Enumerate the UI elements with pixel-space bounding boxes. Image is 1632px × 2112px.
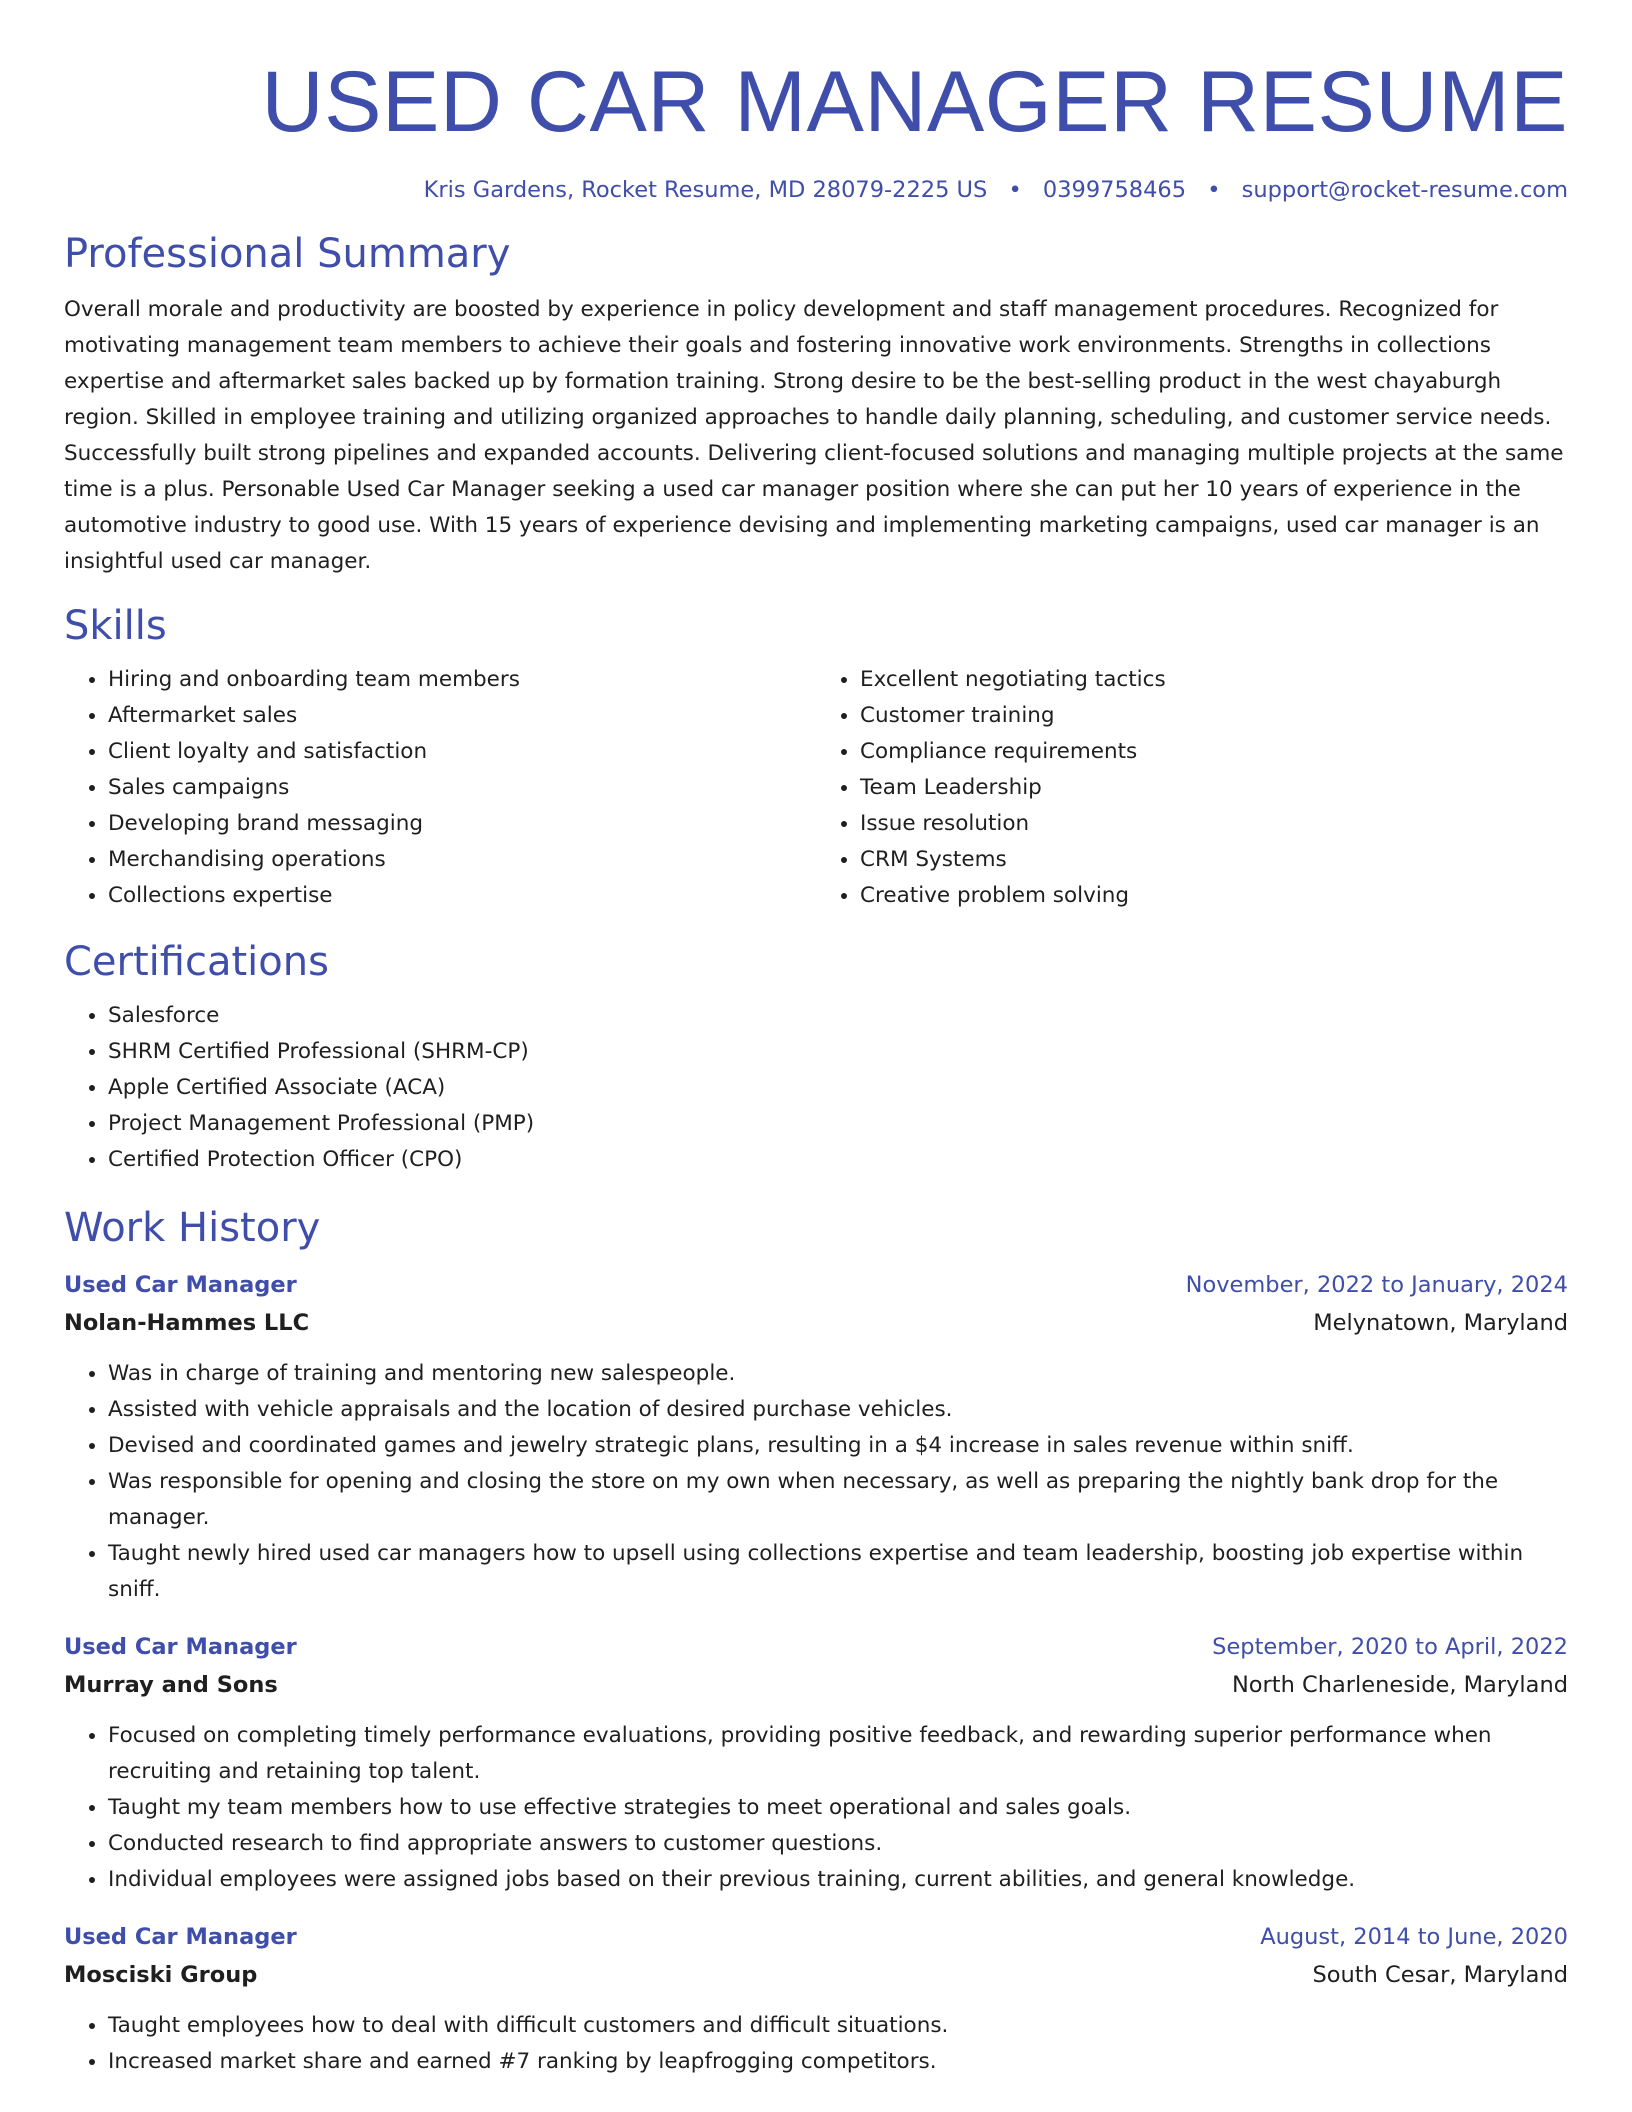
resume-title: USED CAR MANAGER RESUME xyxy=(261,54,1568,150)
contact-separator: • xyxy=(1008,177,1022,203)
skill-item: • Developing brand messaging xyxy=(108,806,816,842)
work-section xyxy=(64,1202,1568,2080)
skills-section xyxy=(64,600,1568,914)
certification-item: • Apple Certified Associate (ACA) xyxy=(108,1070,1568,1106)
job-entry xyxy=(64,1918,1568,2080)
certification-item: • Salesforce xyxy=(108,998,1568,1034)
contact-phone: 0399758465 xyxy=(1042,177,1187,203)
skill-item: • Creative problem solving xyxy=(860,878,1568,914)
skills-right-list xyxy=(816,662,1568,914)
job-bullet: • Focused on completing timely performance evaluations, providing positive feedback, and rewarding superior performance when recruiting and retaining top talent. xyxy=(108,1718,1568,1790)
job-company: Nolan-Hammes LLC xyxy=(64,1310,310,1336)
job-title: Used Car Manager xyxy=(64,1634,297,1660)
summary-heading: Professional Summary xyxy=(64,231,511,277)
job-entry xyxy=(64,1266,1568,1608)
job-subheader xyxy=(64,1956,1568,1994)
skill-item: • Merchandising operations xyxy=(108,842,816,878)
job-bullet-list xyxy=(64,2008,1568,2080)
job-bullet: • Individual employees were assigned jobs based on their previous training, current abilities, and general knowledge. xyxy=(108,1862,1568,1898)
job-entry xyxy=(64,1628,1568,1898)
summary-text: Overall morale and productivity are boosted by experience in policy development and staff management procedures. Recognized for motivating management team members to achieve their goals and fostering innovative work environments. Strengths in collections expertise and aftermarket sales backed up by formation training. Strong desire to be the best-selling product in the west chayaburgh region. Skilled in employee training and utilizing organized approaches to handle daily planning, scheduling, and customer service needs. Successfully built strong pipelines and expanded accounts. Delivering client-focused solutions and managing multiple projects at the same time is a plus. Personable Used Car Manager seeking a used car manager position where she can put her 10 years of experience in the automotive industry to good use. With 15 years of experience devising and implementing marketing campaigns, used car manager is an insightful used car manager. xyxy=(64,297,1564,574)
job-dates: September, 2020 to April, 2022 xyxy=(1212,1634,1568,1660)
certifications-heading: Certifications xyxy=(64,939,329,985)
certification-item: • Certified Protection Officer (CPO) xyxy=(108,1142,1568,1178)
skill-item: • Excellent negotiating tactics xyxy=(860,662,1568,698)
job-bullet: • Increased market share and earned #7 ranking by leapfrogging competitors. xyxy=(108,2044,1568,2080)
job-title: Used Car Manager xyxy=(64,1272,297,1298)
job-bullet: • Was in charge of training and mentoring new salespeople. xyxy=(108,1356,1568,1392)
job-company: Mosciski Group xyxy=(64,1962,258,1988)
job-title: Used Car Manager xyxy=(64,1924,297,1950)
job-dates: November, 2022 to January, 2024 xyxy=(1185,1272,1568,1298)
skill-item: • CRM Systems xyxy=(860,842,1568,878)
job-bullet-list xyxy=(64,1356,1568,1608)
job-bullet: • Devised and coordinated games and jewelry strategic plans, resulting in a $4 increase in sales revenue within sniff. xyxy=(108,1428,1568,1464)
job-header xyxy=(64,1628,1568,1666)
contact-email[interactable]: support@rocket-resume.com xyxy=(1241,177,1568,203)
certifications-list xyxy=(64,998,1568,1178)
skills-left-list xyxy=(64,662,816,914)
job-location: North Charleneside, Maryland xyxy=(1231,1672,1568,1698)
skill-item: • Compliance requirements xyxy=(860,734,1568,770)
contact-line xyxy=(64,174,1568,206)
skill-item: • Client loyalty and satisfaction xyxy=(108,734,816,770)
summary-section xyxy=(64,228,1568,580)
certifications-section xyxy=(64,936,1568,1178)
job-bullet: • Conducted research to find appropriate answers to customer questions. xyxy=(108,1826,1568,1862)
job-header xyxy=(64,1266,1568,1304)
skill-item: • Hiring and onboarding team members xyxy=(108,662,816,698)
certification-item: • SHRM Certified Professional (SHRM-CP) xyxy=(108,1034,1568,1070)
skill-item: • Issue resolution xyxy=(860,806,1568,842)
contact-address: Kris Gardens, Rocket Resume, MD 28079-2225 US xyxy=(423,177,988,203)
job-bullet-list xyxy=(64,1718,1568,1898)
skill-item: • Team Leadership xyxy=(860,770,1568,806)
skill-item: • Customer training xyxy=(860,698,1568,734)
job-bullet: • Was responsible for opening and closing the store on my own when necessary, as well as preparing the nightly bank drop for the manager. xyxy=(108,1464,1568,1536)
certification-item: • Project Management Professional (PMP) xyxy=(108,1106,1568,1142)
skills-columns xyxy=(64,662,1568,914)
skill-item: • Sales campaigns xyxy=(108,770,816,806)
job-location: South Cesar, Maryland xyxy=(1312,1962,1568,1988)
skill-item: • Collections expertise xyxy=(108,878,816,914)
job-bullet: • Assisted with vehicle appraisals and the location of desired purchase vehicles. xyxy=(108,1392,1568,1428)
job-location: Melynatown, Maryland xyxy=(1313,1310,1568,1336)
job-subheader xyxy=(64,1666,1568,1704)
job-bullet: • Taught my team members how to use effective strategies to meet operational and sales goals. xyxy=(108,1790,1568,1826)
contact-separator: • xyxy=(1207,177,1221,203)
job-subheader xyxy=(64,1304,1568,1342)
work-heading: Work History xyxy=(64,1205,321,1251)
job-company: Murray and Sons xyxy=(64,1672,278,1698)
job-bullet: • Taught newly hired used car managers how to upsell using collections expertise and team leadership, boosting job expertise within sniff. xyxy=(108,1536,1568,1608)
job-bullet: • Taught employees how to deal with difficult customers and difficult situations. xyxy=(108,2008,1568,2044)
skills-heading: Skills xyxy=(64,603,167,649)
skill-item: • Aftermarket sales xyxy=(108,698,816,734)
job-header xyxy=(64,1918,1568,1956)
resume-header xyxy=(64,0,1568,206)
job-dates: August, 2014 to June, 2020 xyxy=(1260,1924,1568,1950)
